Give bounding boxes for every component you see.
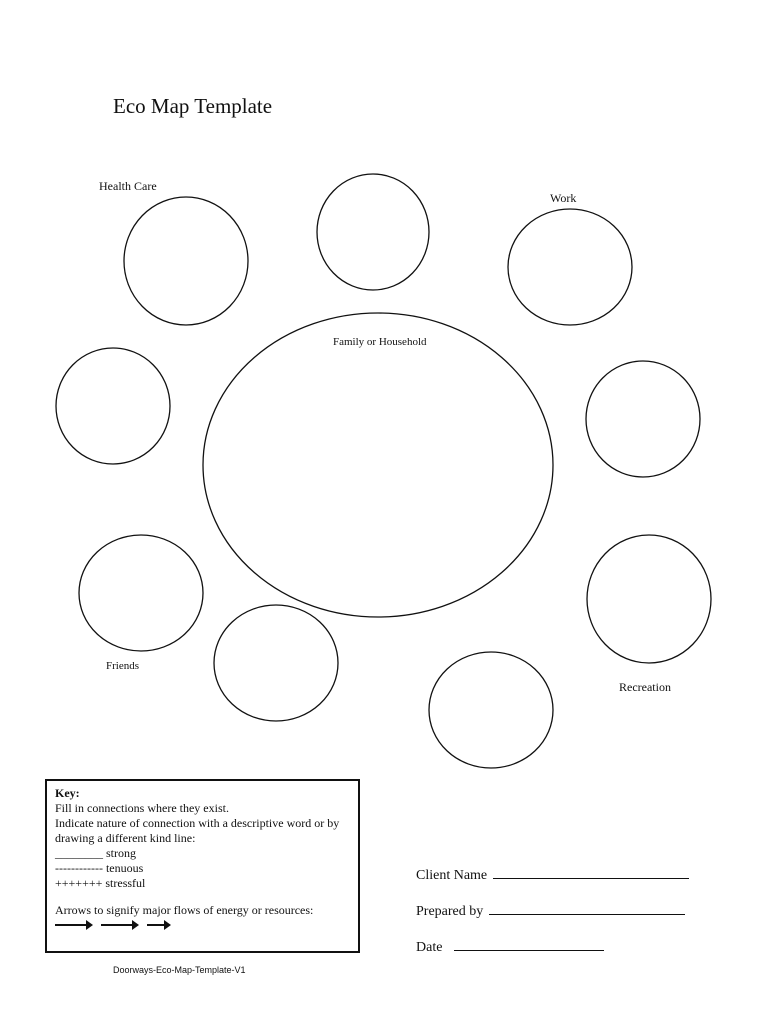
date-field[interactable] [416,938,604,956]
friends-circle[interactable] [79,535,203,651]
friends-label: Friends [106,660,139,672]
footer-filename: Doorways-Eco-Map-Template-V1 [113,965,246,975]
left-circle[interactable] [56,348,170,464]
recreation-label: Recreation [619,680,671,694]
bottom-left-inner-circle[interactable] [214,605,338,721]
key-arrows-text: Arrows to signify major flows of energy or resources: [55,903,314,917]
client-name-blank[interactable] [493,866,689,879]
work-label: Work [550,191,577,205]
arrow-icon [101,924,137,926]
key-tenuous: ------------ tenuous [55,861,144,875]
work-circle[interactable] [508,209,632,325]
right-circle[interactable] [586,361,700,477]
arrow-icon [55,924,91,926]
family-household-label: Family or Household [333,336,427,348]
page-title: Eco Map Template [113,94,273,118]
key-strong: ________ strong [55,846,136,860]
key-stressful: +++++++ stressful [55,876,146,890]
client-name-label: Client Name [416,868,488,883]
prepared-by-blank[interactable] [489,902,685,915]
bottom-right-inner-circle[interactable] [429,652,553,768]
key-legend [45,779,360,953]
health-care-circle[interactable] [124,197,248,325]
recreation-circle[interactable] [587,535,711,663]
top-center-circle[interactable] [317,174,429,290]
family-household-circle[interactable] [203,313,553,617]
key-line-1: Fill in connections where they exist. [55,801,229,815]
date-blank[interactable] [454,938,604,951]
client-name-field[interactable] [416,866,689,884]
prepared-by-label: Prepared by [416,904,484,919]
health-care-label: Health Care [99,179,157,193]
key-arrows [55,924,350,926]
key-line-3: drawing a different kind line: [55,831,196,845]
arrow-icon [147,924,169,926]
key-line-2: Indicate nature of connection with a descriptive word or by [55,816,340,830]
date-label: Date [416,940,443,955]
prepared-by-field[interactable] [416,902,685,920]
key-title: Key: [55,786,80,800]
